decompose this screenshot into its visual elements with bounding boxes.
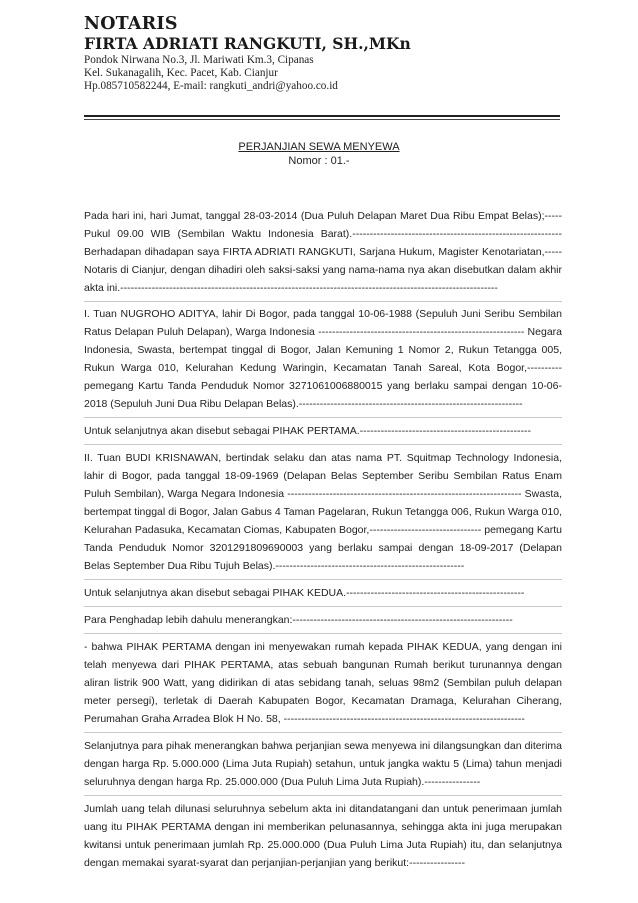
- address-line-1: Pondok Nirwana No.3, Jl. Mariwati Km.3, Cipanas: [84, 54, 314, 66]
- paragraph-statement-intro: Para Penghadap lebih dahulu menerangkan:---------------------------------------------------------------: [84, 611, 562, 634]
- document-number: Nomor : 01.-: [288, 155, 350, 167]
- paragraph-opening: Pada hari ini, hari Jumat, tanggal 28-03-2014 (Dua Puluh Delapan Maret Dua Ribu Empat Belas);----- Pukul 09.00 WIB (Sembilan Waktu Indonesia Barat).------------------------------------------------------------ Berhadapan dihadapan saya FIRTA ADRIATI RANGKUTI, Sarjana Hukum, Magister Kenotariatan,----- Notaris di Cianjur, dengan dihadiri oleh saksi-saksi yang nama-nama nya akan disebutkan dalam akhir akta ini.------------------------------------------------------------------------------------------------------------: [84, 207, 562, 302]
- paragraph-lease-object: - bahwa PIHAK PERTAMA dengan ini menyewakan rumah kepada PIHAK KEDUA, yang dengan ini telah menyewa dari PIHAK PERTAMA, atas sebuah bangunan Rumah berikut turunannya dengan aliran listrik 900 Watt, yang didirikan di atas sebidang tanah, seluas 98m2 (Sembilan puluh delapan meter persegi), terletak di Daerah Kabupaten Bogor, Kecamatan Dramaga, Kelurahan Ciherang, Perumahan Graha Arradea Blok H No. 58, ---------------------------------------------------------------------: [84, 638, 562, 733]
- paragraph-lease-price: Selanjutnya para pihak menerangkan bahwa perjanjian sewa menyewa ini dilangsungkan dan diterima dengan harga Rp. 5.000.000 (Lima Juta Rupiah) setahun, untuk jangka waktu 5 (Lima) tahun menjadi seluruhnya dengan harga Rp. 25.000.000 (Dua Puluh Lima Juta Rupiah).----------------: [84, 737, 562, 796]
- paragraph-payment: Jumlah uang telah dilunasi seluruhnya sebelum akta ini ditandatangani dan untuk penerimaan jumlah uang itu PIHAK PERTAMA dengan ini memberikan pelunasannya, sehingga akta ini juga merupakan kwitansi untuk penerimaan jumlah Rp. 25.000.000 (Dua Puluh Lima Juta Rupiah) itu, dan selanjutnya dengan memakai syarat-syarat dan perjanjian-perjanjian yang berikut:----------------: [84, 803, 562, 869]
- paragraph-second-party-designation: Untuk selanjutnya akan disebut sebagai PIHAK KEDUA.---------------------------------------------------: [84, 584, 562, 607]
- letterhead: [84, 14, 564, 93]
- paragraph-first-party: I. Tuan NUGROHO ADITYA, lahir Di Bogor, pada tanggal 10-06-1988 (Sepuluh Juni Seribu Sembilan Ratus Delapan Puluh Delapan), Warga Indonesia ----------------------------------------------------------- Negara Indonesia, Swasta, bertempat tinggal di Bogor, Jalan Kemuning 1 Nomor 2, Rukun Tetangga 005, Rukun Warga 010, Kelurahan Kedung Waringin, Kecamatan Tanah Sareal, Kota Bogor,---------- pemegang Kartu Tanda Penduduk Nomor 3271061006880015 yang berlaku sampai dengan 10-06-2018 (Sepuluh Juni Dua Ribu Delapan Belas).----------------------------------------------------------------: [84, 305, 562, 418]
- document-title: PERJANJIAN SEWA MENYEWA: [238, 141, 400, 153]
- document-body: [84, 207, 562, 880]
- paragraph-second-party: II. Tuan BUDI KRISNAWAN, bertindak selaku dan atas nama PT. Squitmap Technology Indonesia, lahir di Bogor, pada tanggal 18-09-1969 (Delapan Belas September Seribu Sembilan Ratus Enam Puluh Sembilan), Warga Negara Indonesia ------------------------------------------------------------------- Swasta, bertempat tinggal di Bogor, Jalan Gabus 4 Taman Pagelaran, Rukun Tetangga 006, Rukun Warga 010, Kelurahan Padasuka, Kecamatan Ciomas, Kabupaten Bogor,-------------------------------- pemegang Kartu Tanda Penduduk Nomor 3201291809690003 yang berlaku sampai dengan 18-09-2017 (Delapan Belas September Dua Ribu Tujuh Belas).------------------------------------------------------: [84, 449, 562, 580]
- letterhead-divider-thin: [84, 119, 560, 120]
- letterhead-divider-thick: [84, 115, 560, 117]
- paragraph-first-party-designation: Untuk selanjutnya akan disebut sebagai PIHAK PERTAMA.-------------------------------------------------: [84, 422, 562, 445]
- notary-name: FIRTA ADRIATI RANGKUTI, SH.,MKn: [84, 34, 411, 53]
- letterhead-title: NOTARIS: [84, 14, 178, 34]
- address-line-2: Kel. Sukanagalih, Kec. Pacet, Kab. Cianjur: [84, 67, 278, 79]
- contact-line: Hp.085710582244, E-mail: rangkuti_andri@yahoo.co.id: [84, 80, 338, 92]
